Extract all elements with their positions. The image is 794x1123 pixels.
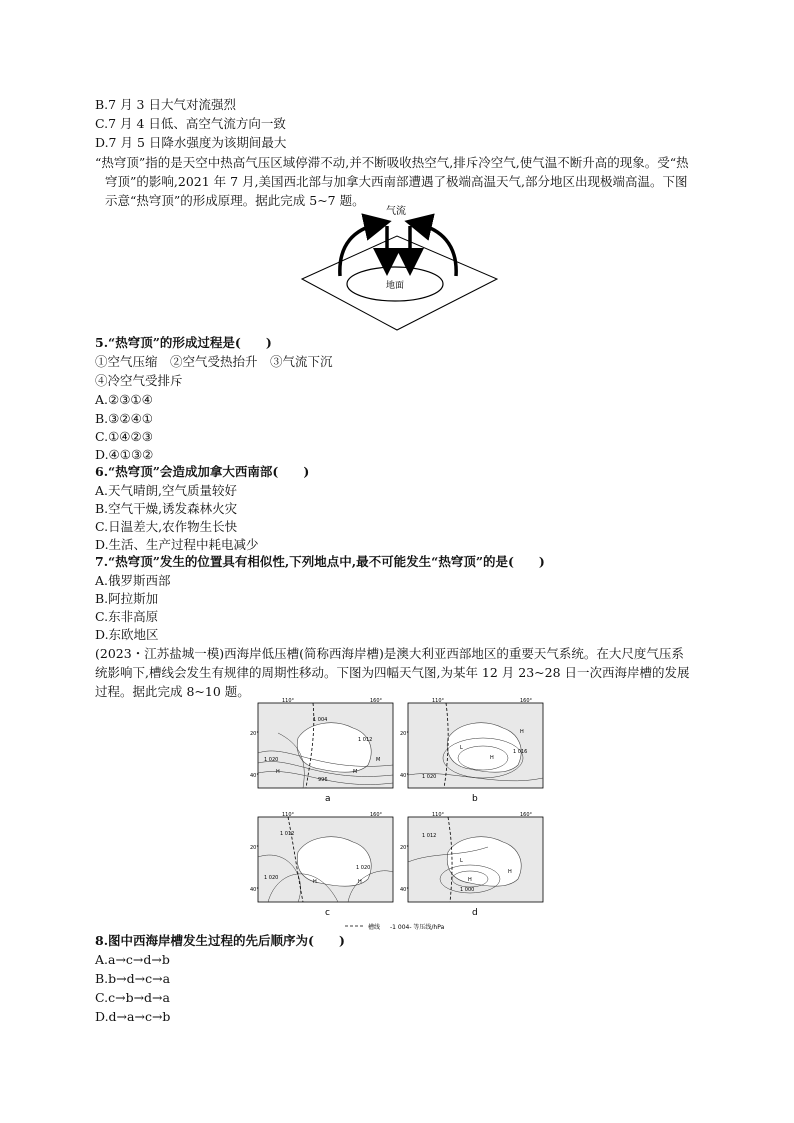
q8-option-a: A.a→c→d→b bbox=[95, 952, 170, 967]
map-a-isobar-996: 996 bbox=[318, 777, 328, 783]
map-a-isobar-1020: 1 020 bbox=[264, 757, 279, 763]
map-c-label-h1: H bbox=[313, 879, 317, 885]
map-c-label-h2: H bbox=[358, 879, 362, 885]
map-d-label-h1: H bbox=[468, 877, 472, 883]
map-panel-c bbox=[250, 812, 393, 902]
panel-c-label: c bbox=[325, 908, 330, 918]
q5-option-a: A.②③①④ bbox=[95, 392, 153, 407]
panel-d-label: d bbox=[472, 908, 478, 918]
q5-option-c: C.①④②③ bbox=[95, 429, 153, 444]
q8-option-b: B.b→d→c→a bbox=[95, 971, 171, 986]
map-d-lat-40: 40° bbox=[400, 887, 409, 893]
map-d-isobar-1012: 1 012 bbox=[422, 833, 437, 839]
map-d-lon-110: 110° bbox=[432, 812, 445, 818]
weather-maps bbox=[250, 697, 550, 933]
map-b-isobar-1016: 1 016 bbox=[513, 749, 528, 755]
map-d-isobar-1000: 1 000 bbox=[460, 887, 475, 893]
map-c-lat-40: 40° bbox=[250, 887, 259, 893]
map-b-isobar-1020: 1 020 bbox=[422, 774, 437, 780]
map-c-isobar-1020-b: 1 020 bbox=[356, 865, 371, 871]
map-b-lon-110: 110° bbox=[432, 698, 445, 704]
map-b-label-h1: H bbox=[490, 755, 494, 761]
q5-stem: 5.“热穹顶”的形成过程是( ) bbox=[95, 335, 272, 350]
option-d-prev: D.7 月 5 日降水强度为该期间最大 bbox=[95, 135, 287, 150]
q8-stem: 8.图中西海岸槽发生过程的先后顺序为( ) bbox=[95, 933, 345, 948]
map-a-isobar-1004: 1 004 bbox=[313, 717, 328, 723]
ground-label: 地面 bbox=[386, 281, 405, 291]
q8-option-d: D.d→a→c→b bbox=[95, 1009, 171, 1024]
panel-a-label: a bbox=[325, 794, 331, 804]
q6-stem: 6.“热穹顶”会造成加拿大西南部( ) bbox=[95, 464, 310, 479]
map-a-lat-40: 40° bbox=[250, 773, 259, 779]
q6-option-c: C.日温差大,农作物生长快 bbox=[95, 519, 238, 534]
map-a-label-m2: M bbox=[353, 769, 358, 775]
map-a-lon-160: 160° bbox=[370, 698, 383, 704]
map-b-label-l: L bbox=[460, 745, 463, 751]
map-a-isobar-1012: 1 012 bbox=[358, 737, 373, 743]
map-panel-d bbox=[400, 812, 543, 902]
q6-option-a: A.天气晴朗,空气质量较好 bbox=[95, 483, 237, 498]
map-c-lon-160: 160° bbox=[370, 812, 383, 818]
map-c-lat-20: 20° bbox=[250, 845, 259, 851]
map-a-lat-20: 20° bbox=[250, 731, 259, 737]
map-c-isobar-1020-a: 1 020 bbox=[264, 875, 279, 881]
trough-intro: (2023・江苏盐城一模)西海岸低压槽(简称西海岸槽)是澳大利亚西部地区的重要天气系统。在大尺度气压系统影响下,槽线会发生有规律的周期性移动。下图为四幅天气图,为某年 12 月 23~28 日一次西海岸槽的发展过程。据此完成 8~10 题。 bbox=[95, 646, 690, 699]
panel-b-label: b bbox=[472, 794, 478, 804]
q8-option-c: C.c→b→d→a bbox=[95, 990, 170, 1005]
q7-option-b: B.阿拉斯加 bbox=[95, 591, 159, 606]
map-d-lat-20: 20° bbox=[400, 845, 409, 851]
legend-isobar-label: -1 004- 等压线/hPa bbox=[390, 924, 445, 931]
map-panel-b bbox=[400, 698, 543, 788]
map-c-lon-110: 110° bbox=[282, 812, 295, 818]
q5-items-1: ①空气压缩 ②空气受热抬升 ③气流下沉 bbox=[95, 354, 333, 369]
q7-option-c: C.东非高原 bbox=[95, 609, 159, 624]
option-b-prev: B.7 月 3 日大气对流强烈 bbox=[95, 97, 236, 112]
q6-option-d: D.生活、生产过程中耗电减少 bbox=[95, 537, 259, 552]
map-c-isobar-1012: 1 012 bbox=[280, 831, 295, 837]
map-d-label-l: L bbox=[460, 858, 463, 864]
map-b-label-h2: H bbox=[520, 729, 524, 735]
legend-trough-label: 槽线 bbox=[368, 924, 381, 931]
q6-option-b: B.空气干燥,诱发森林火灾 bbox=[95, 501, 238, 516]
q7-stem: 7.“热穹顶”发生的位置具有相似性,下列地点中,最不可能发生“热穹顶”的是( ) bbox=[95, 554, 545, 569]
map-d-label-h2: H bbox=[508, 869, 512, 875]
map-b-lon-160: 160° bbox=[520, 698, 533, 704]
map-panel-a bbox=[250, 698, 393, 788]
q7-option-d: D.东欧地区 bbox=[95, 627, 159, 642]
heat-dome-intro: “热穹顶”指的是天空中热高气压区域停滞不动,并不断吸收热空气,排斥冷空气,使气温不断升高的现象。受“热穹顶”的影响,2021 年 7 月,美国西北部与加拿大西南部遭遇了极端高温天气,部分地区出现极端高温。下图示意“热穹顶”的形成原理。据此完成 5~7 题。 bbox=[95, 155, 689, 208]
q7-option-a: A.俄罗斯西部 bbox=[95, 573, 171, 588]
map-b-lat-40: 40° bbox=[400, 773, 409, 779]
map-a-label-h: H bbox=[276, 769, 280, 775]
map-d-lon-160: 160° bbox=[520, 812, 533, 818]
airflow-label: 气流 bbox=[386, 206, 406, 217]
map-a-lon-110: 110° bbox=[282, 698, 295, 704]
heat-dome-diagram bbox=[290, 204, 505, 334]
q5-items-2: ④冷空气受排斥 bbox=[95, 373, 183, 388]
map-a-label-m1: M bbox=[376, 757, 381, 763]
q5-option-b: B.③②④① bbox=[95, 411, 153, 426]
q5-option-d: D.④①③② bbox=[95, 447, 154, 462]
map-b-lat-20: 20° bbox=[400, 731, 409, 737]
option-c-prev: C.7 月 4 日低、高空气流方向一致 bbox=[95, 116, 286, 131]
